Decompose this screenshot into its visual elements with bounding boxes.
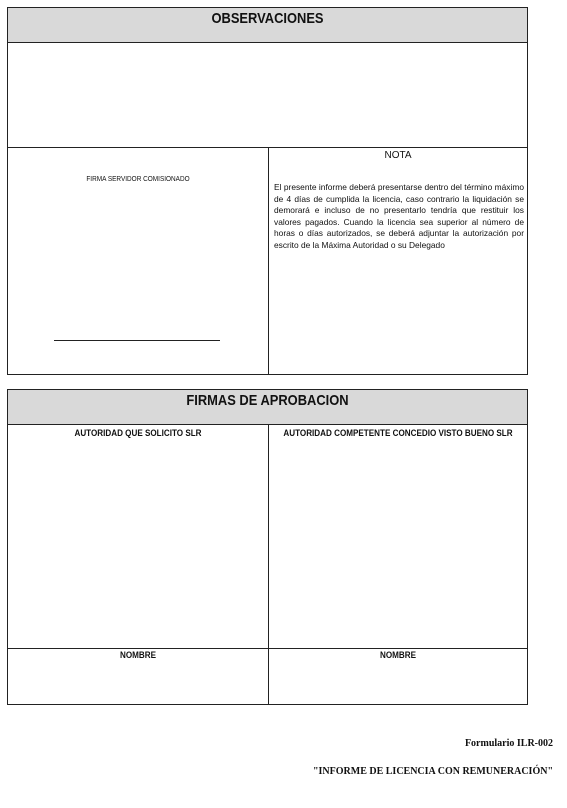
nombre-right-field[interactable]: [269, 662, 527, 704]
form-code: Formulario ILR-002: [464, 738, 553, 749]
signature-divider: [268, 148, 269, 374]
autoridad-solicito-signature-area[interactable]: [8, 442, 268, 648]
firmas-aprobacion-header: [8, 390, 527, 425]
observaciones-title: OBSERVACIONES: [211, 10, 324, 27]
nota-text: El presente informe deberá presentarse dentro del término máximo de 4 días de cumplida la licencia, caso contrario la liquidación se demorará e incluso de no presentarlo tendría que restituir los valores pagados. Cuando la licencia sea superior al número de horas o días autorizados, se deberá adjuntar la autorización por escrito de la Máxima Autoridad o su Delegado: [274, 182, 524, 250]
nombre-left-field[interactable]: [8, 662, 268, 704]
observaciones-header: [8, 8, 527, 43]
nombre-row-divider: [8, 648, 527, 649]
firma-servidor-label: FIRMA SERVIDOR COMISIONADO: [86, 176, 190, 183]
autoridad-competente-header: AUTORIDAD COMPETENTE CONCEDIO VISTO BUENO SLR: [283, 428, 513, 438]
firmas-aprobacion-section: [7, 389, 528, 705]
observaciones-textarea[interactable]: [8, 43, 527, 148]
autoridad-solicito-header: AUTORIDAD QUE SOLICITO SLR: [74, 428, 202, 438]
form-name: "INFORME DE LICENCIA CON REMUNERACIÓN": [312, 766, 553, 777]
firmas-aprobacion-title: FIRMAS DE APROBACION: [186, 392, 349, 409]
nota-title: NOTA: [384, 150, 412, 161]
observaciones-section: [7, 7, 528, 375]
nombre-right-label: NOMBRE: [380, 650, 416, 660]
nombre-left-label: NOMBRE: [120, 650, 156, 660]
autoridad-competente-signature-area[interactable]: [269, 442, 527, 648]
firma-servidor-line[interactable]: [54, 340, 220, 341]
